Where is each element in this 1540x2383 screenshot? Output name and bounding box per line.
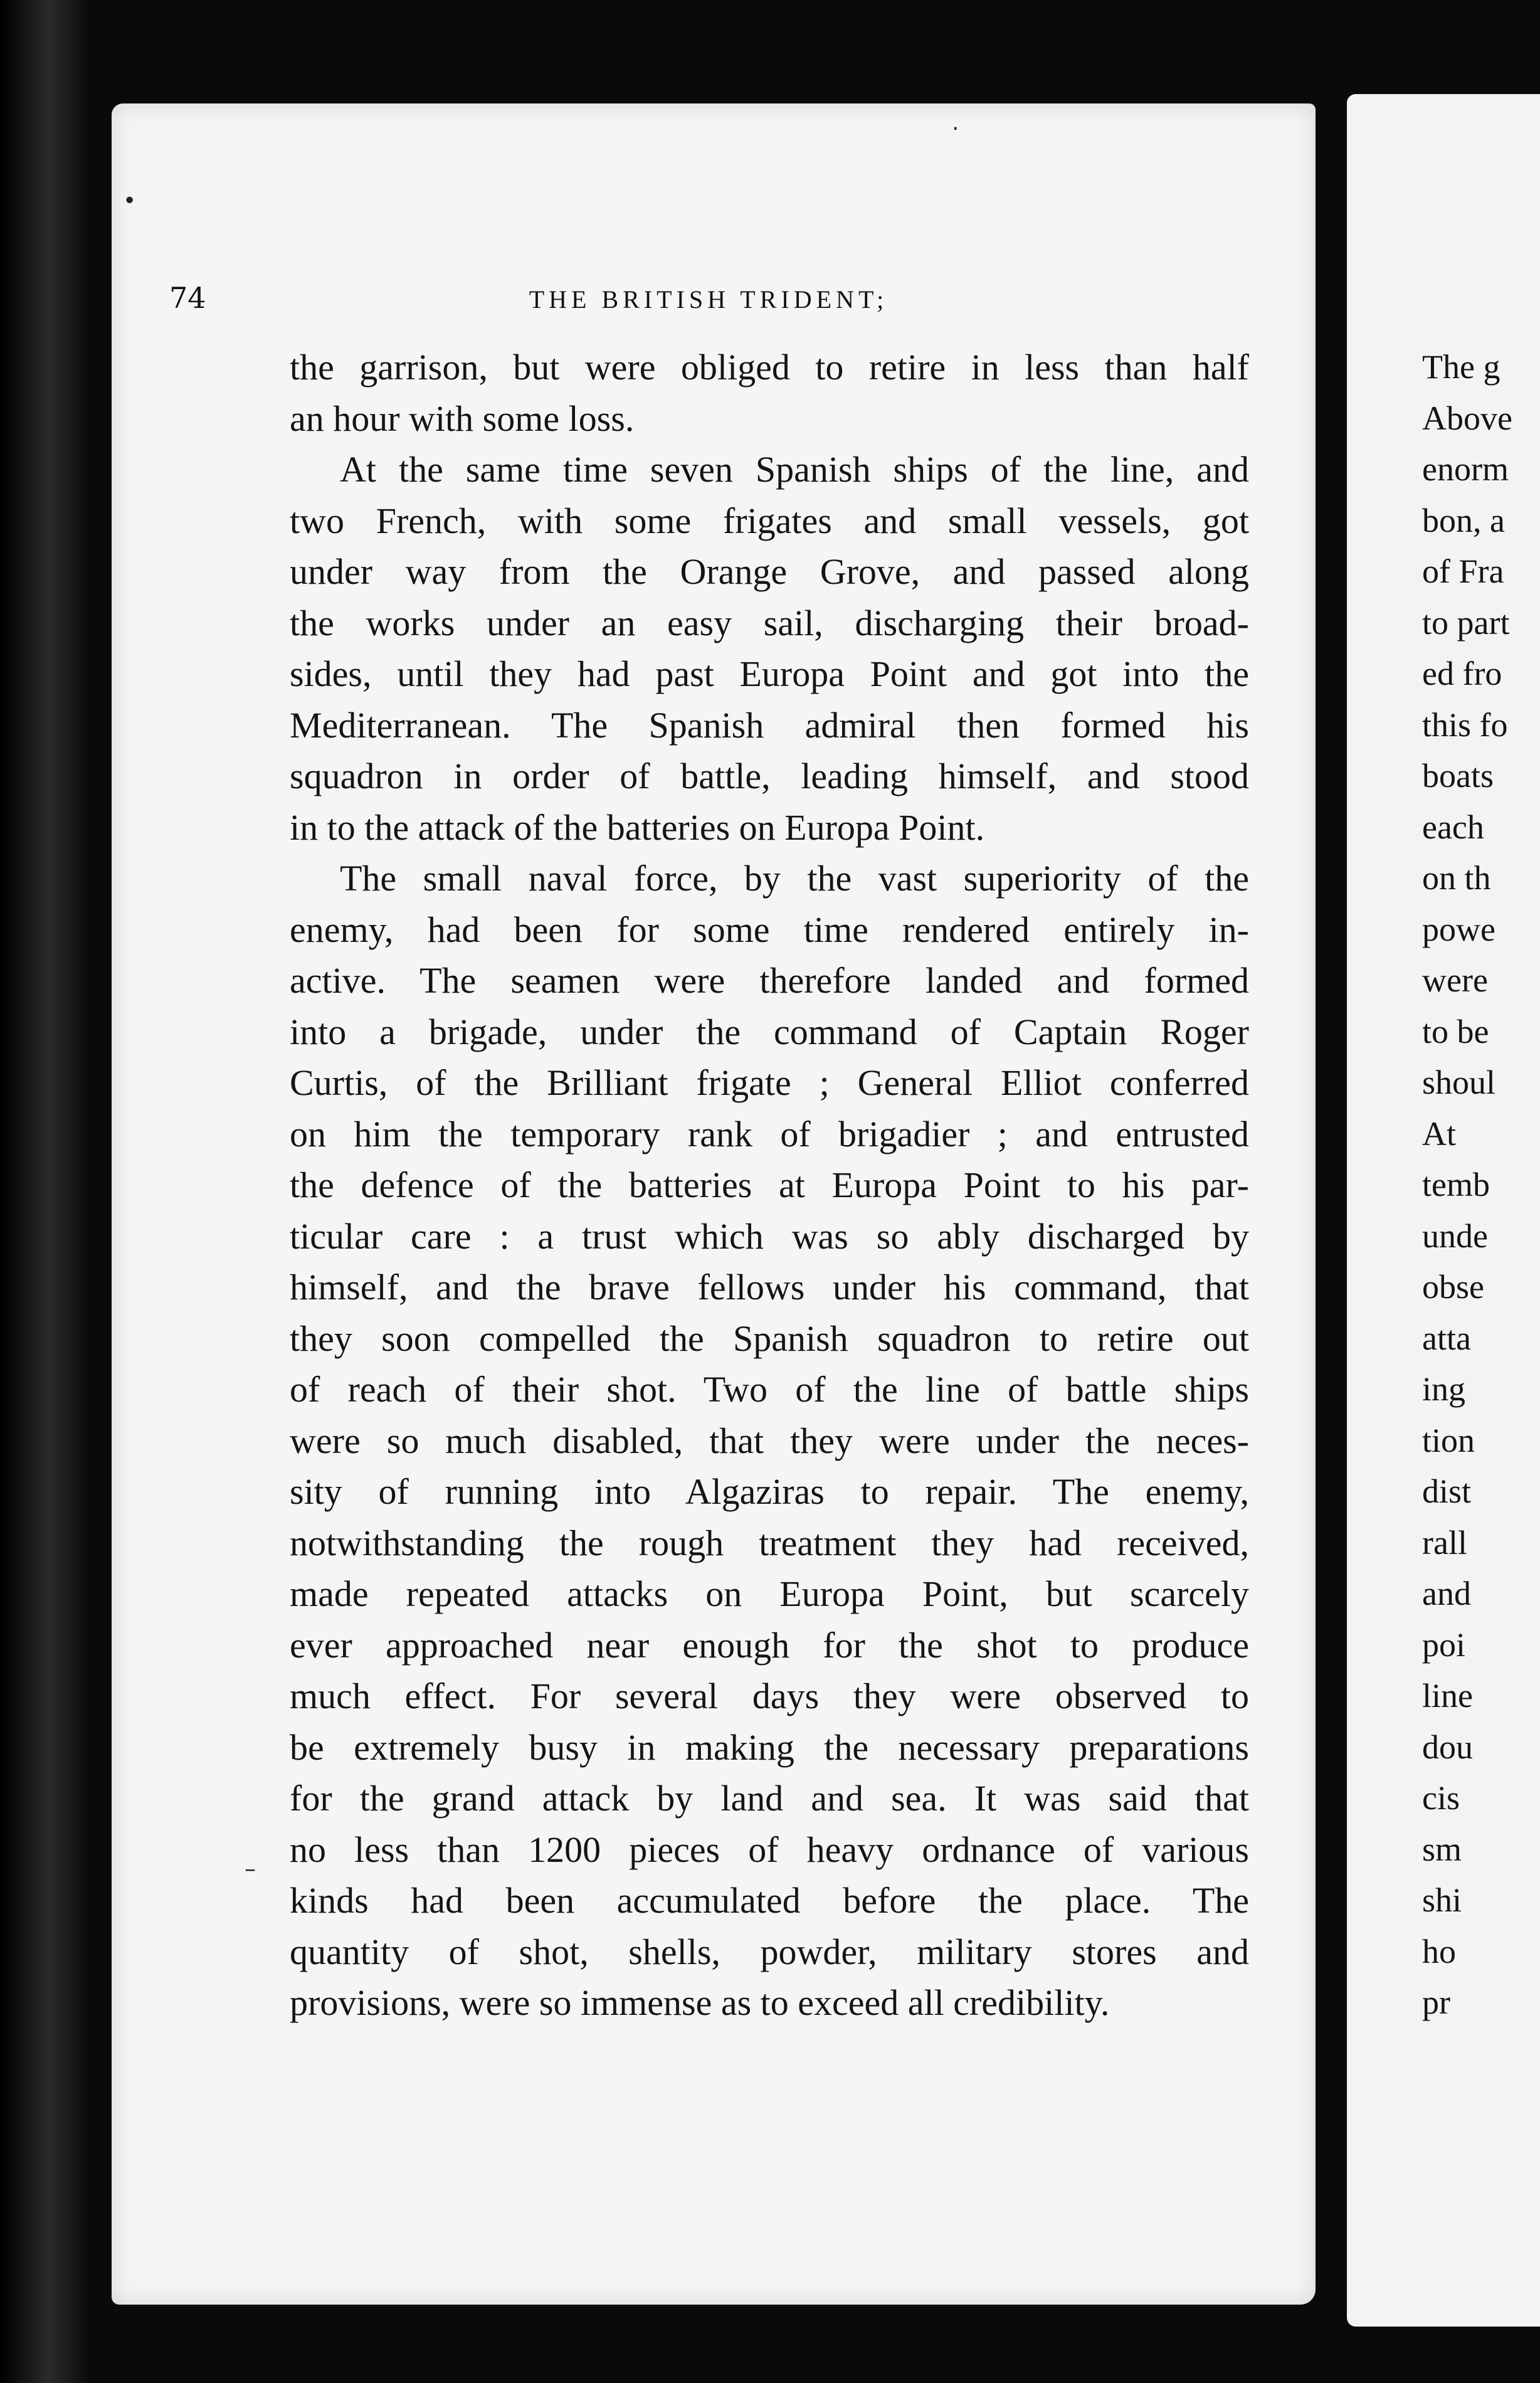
facing-line: pr — [1422, 1984, 1450, 2021]
facing-line: bon, a — [1422, 501, 1505, 539]
facing-line: atta — [1422, 1319, 1471, 1357]
facing-line: line — [1422, 1677, 1473, 1715]
scan-speck: • — [123, 188, 137, 214]
text-line: were so much disabled, that they were under the neces- — [290, 1420, 1249, 1461]
scan-speck: – — [245, 1856, 256, 1882]
facing-line: enorm — [1422, 450, 1509, 488]
scan-speck: · — [952, 116, 959, 142]
facing-line: Above — [1422, 399, 1512, 437]
facing-line: shoul — [1422, 1064, 1496, 1101]
facing-line: obse — [1422, 1268, 1484, 1306]
facing-line: tion — [1422, 1421, 1475, 1459]
facing-line: each — [1422, 808, 1484, 846]
facing-line: dist — [1422, 1472, 1472, 1510]
facing-line: At — [1422, 1114, 1456, 1153]
page-number: 74 — [169, 281, 206, 315]
text-line: Curtis, of the Brilliant frigate ; General Elliot conferred — [290, 1062, 1249, 1103]
text-line: made repeated attacks on Europa Point, but scarcely — [290, 1573, 1249, 1614]
text-line: Mediterranean. The Spanish admiral then formed his — [290, 704, 1249, 746]
text-line: At the same time seven Spanish ships of the line, and — [340, 449, 1249, 490]
text-line: the garrison, but were obliged to retire in less than half — [290, 347, 1249, 388]
facing-page-text — [1422, 342, 1512, 2029]
facing-line: dou — [1422, 1728, 1473, 1766]
body-text — [290, 342, 1249, 2029]
text-line: of reach of their shot. Two of the line of battle ships — [290, 1369, 1249, 1410]
facing-line: powe — [1422, 910, 1495, 948]
text-line: active. The seamen were therefore landed and formed — [290, 960, 1249, 1001]
text-line: under way from the Orange Grove, and passed along — [290, 551, 1249, 592]
facing-line: cis — [1422, 1779, 1460, 1817]
facing-line: to part — [1422, 603, 1510, 642]
text-line: squadron in order of battle, leading himself, and stood — [290, 756, 1249, 796]
running-title: THE BRITISH TRIDENT; — [529, 285, 889, 314]
facing-line: unde — [1422, 1217, 1488, 1255]
facing-line: ing — [1422, 1370, 1466, 1408]
facing-line: sm — [1422, 1830, 1462, 1868]
text-line: into a brigade, under the command of Captain Roger — [290, 1011, 1249, 1052]
text-line: for the grand attack by land and sea. It was said that — [290, 1778, 1249, 1819]
text-line: kinds had been accumulated before the place. The — [290, 1880, 1249, 1921]
facing-line: temb — [1422, 1166, 1490, 1203]
facing-line: The g — [1422, 348, 1500, 386]
facing-line: shi — [1422, 1881, 1462, 1919]
text-line: in to the attack of the batteries on Europa Point. — [290, 806, 985, 848]
text-line: enemy, had been for some time rendered entirely in- — [290, 909, 1249, 950]
text-line: they soon compelled the Spanish squadron to retire out — [290, 1318, 1249, 1359]
text-line: The small naval force, by the vast superiority of the — [340, 858, 1249, 899]
facing-line: on th — [1422, 859, 1491, 897]
text-line: provisions, were so immense as to exceed all credibility. — [290, 1982, 1110, 2023]
text-line: sides, until they had past Europa Point and got into the — [290, 653, 1249, 694]
facing-line: to be — [1422, 1012, 1489, 1050]
facing-line: of Fra — [1422, 552, 1504, 590]
text-line: much effect. For several days they were observed to — [290, 1676, 1249, 1716]
text-line: quantity of shot, shells, powder, military stores and — [290, 1931, 1249, 1972]
facing-line: poi — [1422, 1625, 1466, 1664]
text-line: on him the temporary rank of brigadier ; and entrusted — [290, 1113, 1249, 1155]
facing-line: ed fro — [1422, 655, 1502, 692]
text-line: two French, with some frigates and small vessels, got — [290, 500, 1249, 541]
text-line: ever approached near enough for the shot to produce — [290, 1624, 1249, 1666]
text-line: an hour with some loss. — [290, 398, 635, 439]
text-line: the works under an easy sail, discharging their broad- — [290, 602, 1249, 643]
text-line: ticular care : a trust which was so ably discharged by — [290, 1215, 1249, 1257]
facing-line: boats — [1422, 757, 1494, 795]
text-line: notwithstanding the rough treatment they had received, — [290, 1522, 1249, 1563]
facing-line: and — [1422, 1575, 1471, 1612]
facing-line: rall — [1422, 1523, 1467, 1561]
facing-line: were — [1422, 961, 1488, 999]
text-line: no less than 1200 pieces of heavy ordnance of various — [290, 1829, 1249, 1870]
facing-line: ho — [1422, 1932, 1456, 1970]
page-header — [169, 281, 1248, 319]
text-line: be extremely busy in making the necessary preparations — [290, 1726, 1249, 1768]
text-line: the defence of the batteries at Europa Point to his par- — [290, 1165, 1249, 1205]
facing-line: this fo — [1422, 705, 1508, 744]
scan-binding-edge — [0, 0, 88, 2383]
text-line: himself, and the brave fellows under his command, that — [290, 1267, 1249, 1308]
text-line: sity of running into Algaziras to repair. The enemy, — [290, 1471, 1249, 1512]
